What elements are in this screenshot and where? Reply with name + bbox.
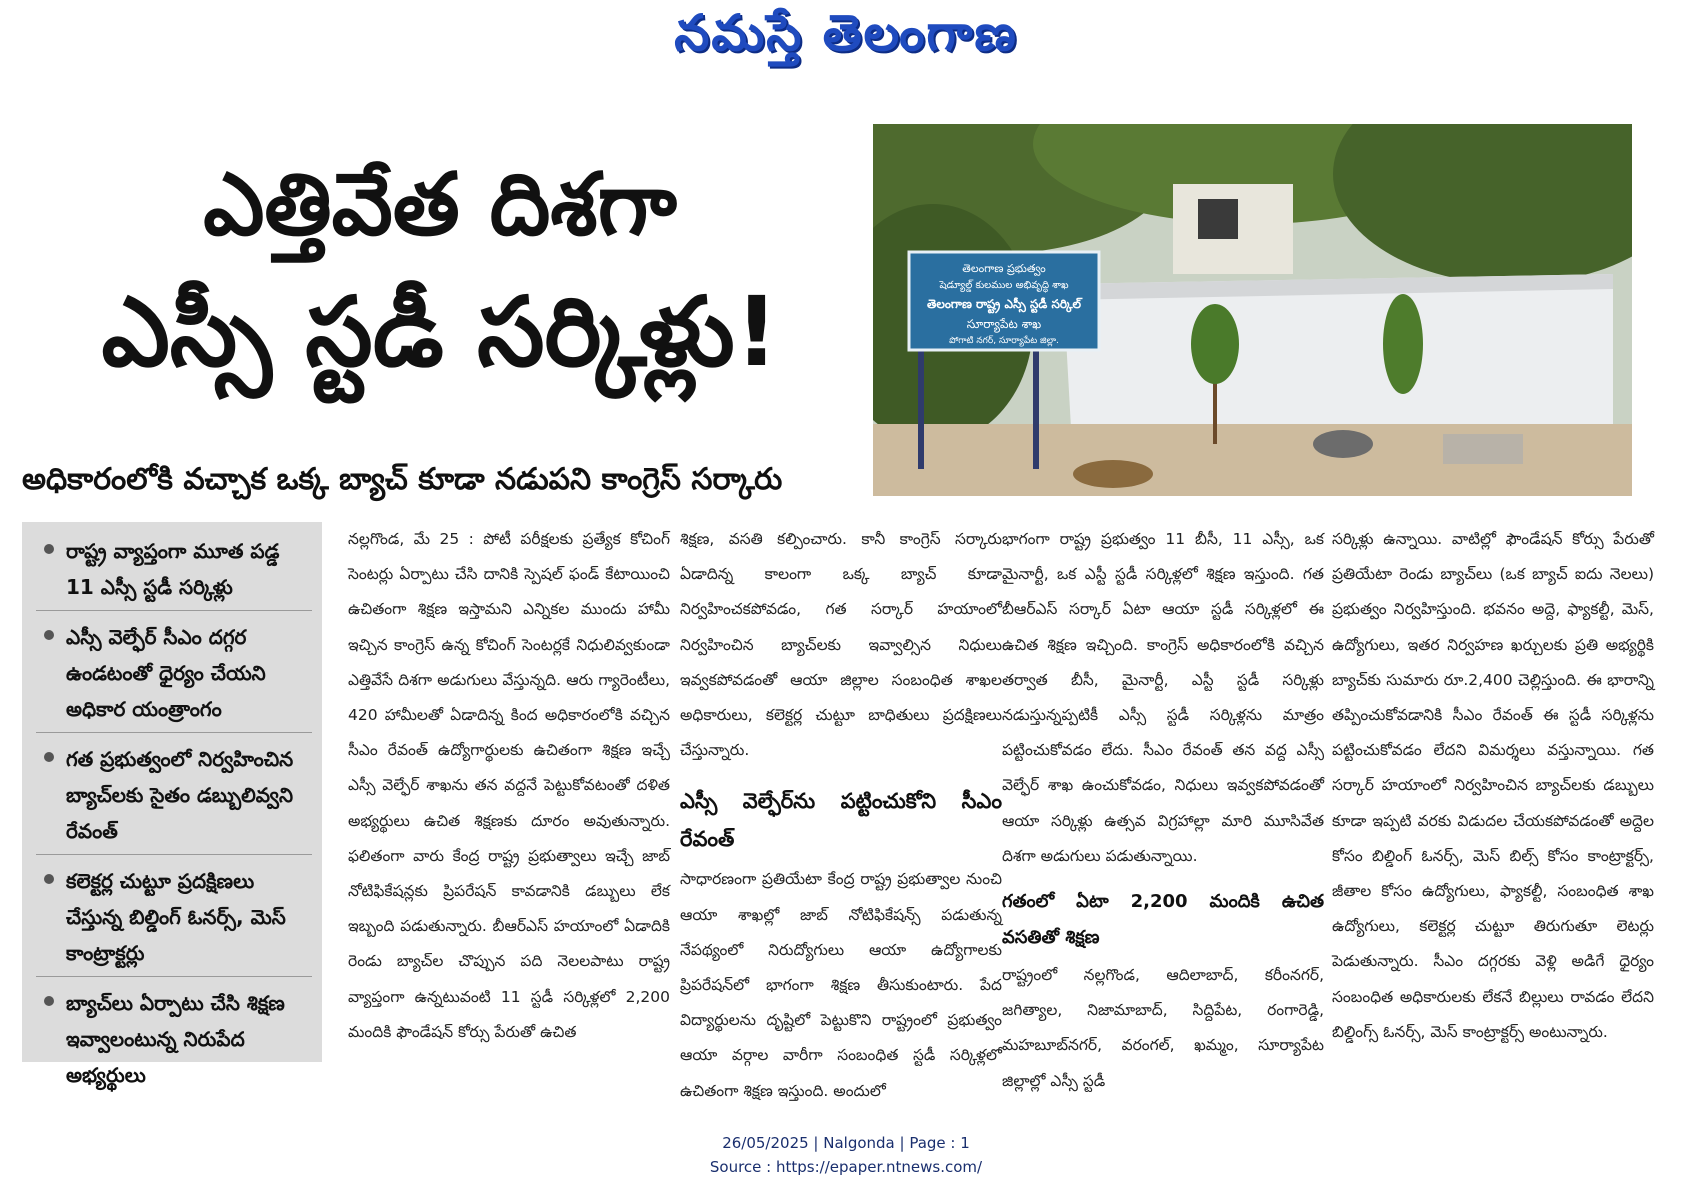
sidebar-item-text: ఎస్సీ వెల్ఫేర్ సీఎం దగ్గర ఉండటంతో ధైర్యం చేయని అధికార యంత్రాంగం [66, 625, 266, 721]
bullet-icon [44, 544, 54, 554]
footer-source-link[interactable]: Source : https://epaper.ntnews.com/ [709, 1158, 983, 1176]
masthead-logo: నమస్తే తెలంగాణ [674, 4, 1018, 62]
article-paragraph: రాష్ట్రంలో నల్లగొండ, ఆదిలాబాద్, కరీంనగర్, జగిత్యాల, నిజామాబాద్, సిద్దిపేట, రంగారెడ్డి, మహబూబ్‌నగర్, వరంగల్, ఖమ్మం, సూర్యాపేట జిల్లాల్లో ఎస్సీ స్టడీ [1002, 966, 1324, 1090]
article-paragraph: భాగంగా రాష్ట్ర ప్రభుత్వం 11 బీసీ, 11 ఎస్సీ, ఒక మైనార్టీ, ఒక ఎస్టీ స్టడీ సర్కిళ్లలో శిక్షణ ఇస్తుంది. గత బీఆర్ఎస్ సర్కార్ ఏటా ఆయా స్టడీ సర్కిళ్లలో ఈ ఉచిత శిక్షణ ఇచ్చింది. కాంగ్రెస్ అధికారంలోకి వచ్చిన తర్వాత బీసీ, మైనార్టీ, ఎస్టీ స్టడీ సర్కిళ్లు నడుస్తున్నప్పటికీ ఎస్సీ స్టడీ సర్కిళ్లను మాత్రం పట్టించుకోవడం లేదు. సీఎం రేవంత్ తన వద్ద ఎస్సీ వెల్ఫేర్ శాఖ ఉంచుకోవడం, నిధులు ఇవ్వకపోవడంతో ఆయా సర్కిళ్లు ఉత్సవ విగ్రహాల్లా మారి మూసివేత దిశగా అడుగులు పడుతున్నాయి. [1002, 530, 1324, 865]
article-paragraph: సర్కిళ్లు ఉన్నాయి. వాటిల్లో ఫౌండేషన్ కోర్సు పేరుతో ప్రతియేటా రెండు బ్యాచ్‌లు (ఒక బ్యాచ్ ఐదు నెలలు) ప్రభుత్వం నిర్వహిస్తుంది. భవనం అద్దె, ఫ్యాకల్టీ, మెస్, ఉద్యోగులు, ఇతర నిర్వహణ ఖర్చులకు ప్రతి అభ్యర్థికి బ్యాచ్‌కు సుమారు రూ.2,400 చెల్లిస్తుంది. ఈ భారాన్ని తప్పించుకోవడానికి సీఎం రేవంత్ ఈ స్టడీ సర్కిళ్లను పట్టించుకోవడం లేదని విమర్శలు వస్తున్నాయి. గత సర్కార్ హయాంలో నిర్వహించిన బ్యాచ్‌లకు డబ్బులు కూడా ఇప్పటి వరకు విడుదల చేయకపోవడంతో అద్దెల కోసం బిల్డింగ్ ఓనర్స్, మెస్ బిల్స్ కోసం కాంట్రాక్టర్స్, జీతాల కోసం ఉద్యోగులు, ఫ్యాకల్టీ, సంబంధిత శాఖ ఉద్యోగులు, కలెక్టర్ల చుట్టూ తిరుగుతూ లెటర్లు పెడుతున్నారు. సీఎం దగ్గరకు వెళ్లి అడిగే ధైర్యం సంబంధిత అధికారులకు లేకనే బిల్లులు రావడం లేదని బిల్డింగ్స్ ఓనర్స్, మెస్ కాంట్రాక్టర్స్ అంటున్నారు. [1332, 530, 1654, 1041]
bullet-icon [44, 996, 54, 1006]
sign-line-5: పోగాటి నగర్, సూర్యాపేట జిల్లా. [949, 336, 1059, 346]
subheadline: అధికారంలోకి వచ్చాక ఒక్క బ్యాచ్ కూడా నడుపని కాంగ్రెస్ సర్కారు [22, 462, 783, 497]
sidebar-item [36, 860, 312, 977]
sidebar-item-text: రాష్ట్ర వ్యాప్తంగా మూత పడ్డ 11 ఎస్సీ స్టడీ సర్కిళ్లు [66, 539, 280, 599]
footer-edition-info: 26/05/2025 | Nalgonda | Page : 1 [722, 1134, 970, 1152]
sign-line-2: షెడ్యూల్డ్ కులముల అభివృద్ధి శాఖ [939, 280, 1069, 291]
sidebar-item-text: కలెక్టర్ల చుట్టూ ప్రదక్షిణలు చేస్తున్న బిల్డింగ్ ఓనర్స్, మెస్ కాంట్రాక్టర్లు [66, 869, 286, 965]
sign-line-4: సూర్యాపేట శాఖ [966, 317, 1042, 331]
article-paragraph: శిక్షణ, వసతి కల్పించారు. కానీ కాంగ్రెస్ సర్కారు ఏడాదిన్న కాలంగా ఒక్క బ్యాచ్ కూడా నిర్వహించకపోవడం, గత సర్కార్ హయాంలో నిర్వహించిన బ్యాచ్‌లకు ఇవ్వాల్సిన నిధులు ఇవ్వకపోవడంతో ఆయా జిల్లాల సంబంధిత శాఖల అధికారులు, కలెక్టర్ల చుట్టూ బాధితులు ప్రదక్షిణలు చేస్తున్నారు. [680, 530, 1002, 760]
sidebar-item-text: గత ప్రభుత్వంలో నిర్వహించిన బ్యాచ్‌లకు సైతం డబ్బులివ్వని రేవంత్ [66, 747, 294, 843]
news-photo [873, 124, 1632, 496]
article-paragraph: సాధారణంగా ప్రతియేటా కేంద్ర రాష్ట్ర ప్రభుత్వాల నుంచి ఆయా శాఖల్లో జాబ్ నోటిఫికేషన్స్ పడుతున్న నేపథ్యంలో నిరుద్యోగులు ఆయా ఉద్యోగాలకు ప్రిపరేషన్‌లో భాగంగా శిక్షణ తీసుకుంటారు. పేద విద్యార్థులను దృష్టిలో పెట్టుకొని రాష్ట్రంలో ప్రభుత్వం ఆయా వర్గాల వారీగా సంబంధిత స్టడీ సర్కిళ్లలో ఉచితంగా శిక్షణ ఇస్తుంది. అందులో [680, 870, 1002, 1100]
headline-line-2: ఎస్సీ స్టడీ సర్కిళ్లు! [101, 276, 779, 388]
highlights-sidebar [22, 522, 322, 1087]
bullet-icon [44, 874, 54, 884]
sidebar-item [36, 982, 312, 1098]
sidebar-item [36, 616, 312, 733]
article-subheading: ఎస్సీ వెల్ఫేర్‌ను పట్టించుకోని సీఎం రేవంత్ [680, 789, 1002, 852]
article-subheading: గతంలో ఏటా 2,200 మందికి ఉచిత వసతితో శిక్షణ [1002, 891, 1324, 949]
sidebar-item [36, 530, 312, 611]
article-column-1 [348, 522, 670, 1050]
bullet-icon [44, 752, 54, 762]
sign-line-1: తెలంగాణ ప్రభుత్వం [962, 262, 1046, 275]
sidebar-item-text: బ్యాచ్‌లు ఏర్పాటు చేసి శిక్షణ ఇవ్వాలంటున్న నిరుపేద అభ్యర్థులు [66, 991, 285, 1087]
article-paragraph: నల్లగొండ, మే 25 : పోటీ పరీక్షలకు ప్రత్యేక కోచింగ్ సెంటర్లు ఏర్పాటు చేసి దానికి స్పెషల్ ఫండ్ కేటాయించి ఉచితంగా శిక్షణ ఇస్తామని ఎన్నికల ముందు హామీ ఇచ్చిన కాంగ్రెస్ ఉన్న కోచింగ్ సెంటర్లకే నిధులివ్వకుండా ఎత్తివేసే దిశగా అడుగులు వేస్తున్నది. ఆరు గ్యారెంటీలు, 420 హామీలతో ఏడాదిన్న కింద అధికారంలోకి వచ్చిన సీఎం రేవంత్ ఉద్యోగార్థులకు ఉచితంగా శిక్షణ ఇచ్చే ఎస్సీ వెల్ఫేర్ శాఖను తన వద్దనే పెట్టుకోవటంతో దళిత అభ్యర్థులు ఉచిత శిక్షణకు దూరం అవుతున్నారు. ఫలితంగా వారు కేంద్ర రాష్ట్ర ప్రభుత్వాలు ఇచ్చే జాబ్ నోటిఫికేషన్లకు ప్రిపరేషన్ కావడానికి డబ్బులు లేక ఇబ్బంది పడుతున్నారు. బీఆర్ఎస్ హయాంలో ఏడాదికి రెండు బ్యాచ్‌ల చొప్పున పది నెలలపాటు రాష్ట్ర వ్యాప్తంగా ఉన్నటువంటి 11 స్టడీ సర్కిళ్లలో 2,200 మందికి ఫౌండేషన్ కోర్సు పేరుతో ఉచిత [348, 530, 670, 1041]
bullet-icon [44, 630, 54, 640]
sign-line-3: తెలంగాణ రాష్ట్ర ఎస్సీ స్టడీ సర్కిల్ [926, 297, 1082, 311]
sidebar-item [36, 738, 312, 855]
article-column-3 [1002, 522, 1324, 1099]
article-column-4 [1332, 522, 1654, 1050]
headline-line-1: ఎత్తివేత దిశగా [203, 155, 677, 255]
article-column-2 [680, 522, 1002, 1109]
